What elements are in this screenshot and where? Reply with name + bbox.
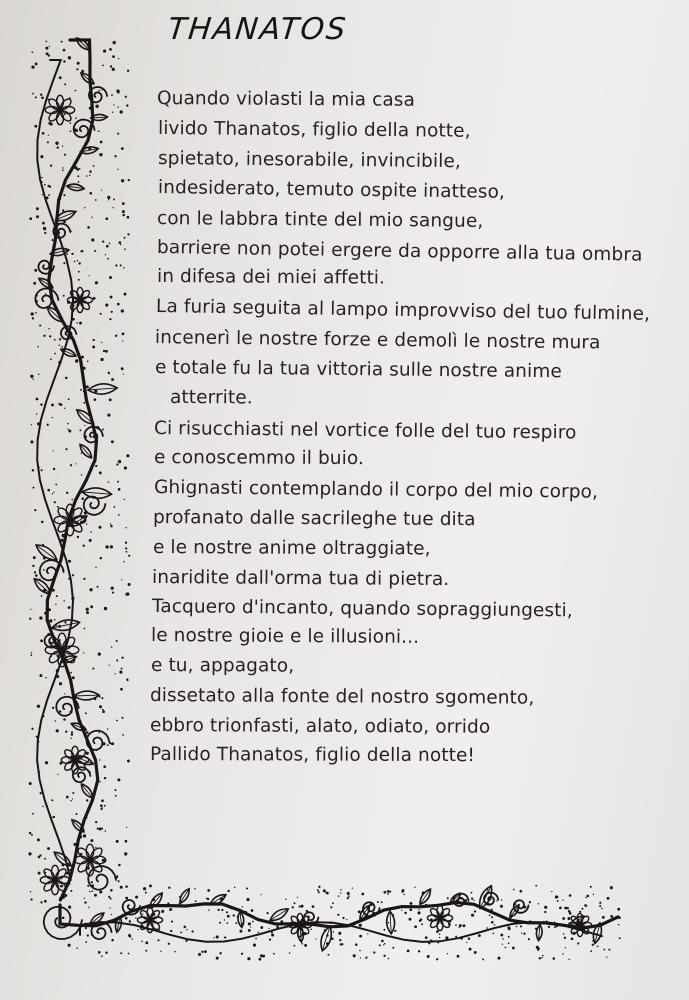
poem-line: barriere non potei ergere da opporre alla tua ombra (156, 237, 643, 266)
poem-line: le nostre gioie e le illusioni... (150, 625, 420, 648)
poem-line: con le labbra tinte del mio sangue, (156, 208, 484, 232)
poem-line: profanato dalle sacrileghe tue dita (152, 507, 476, 531)
poem-line: e conoscemmo il buio. (153, 447, 365, 470)
poem-line: incenerì le nostre forze e demolì le nostre mura (154, 327, 601, 354)
poem-line: indesiderato, temuto ospite inatteso, (157, 177, 506, 203)
poem-line: atterrite. (169, 387, 253, 409)
poem-line: e le nostre anime oltraggiate, (152, 537, 431, 560)
poem-line: dissetato alla fonte del nostro sgomento, (149, 685, 535, 709)
poem-line: La furia seguita al lampo improvviso del tuo fulmine, (155, 296, 651, 325)
poem-title: THANATOS (166, 12, 350, 47)
poem-line: in difesa dei miei affetti. (156, 266, 386, 289)
poem-line: ebbro trionfasti, alato, odiato, orrido (149, 715, 491, 738)
poem-line: inaridite dall'orma tua di pietra. (151, 567, 450, 591)
poem-line: e tu, appagato, (150, 655, 295, 677)
poem-line: Tacquero d'incanto, quando sopraggiungesti, (151, 596, 573, 622)
poem-line: e totale fu la tua vittoria sulle nostre anime (154, 357, 562, 383)
poem-line: Ghignasti contemplando il corpo del mio corpo, (153, 477, 599, 503)
poem-line: spietato, inesorabile, invincibile, (157, 148, 462, 173)
poem-line: Ci risucchiasti nel vortice folle del tuo respiro (153, 418, 577, 444)
poem-line: Quando violasti la mia casa (156, 88, 416, 111)
poem-line: livido Thanatos, figlio della notte, (157, 118, 471, 142)
poem-line: Pallido Thanatos, figlio della notte! (149, 744, 476, 767)
